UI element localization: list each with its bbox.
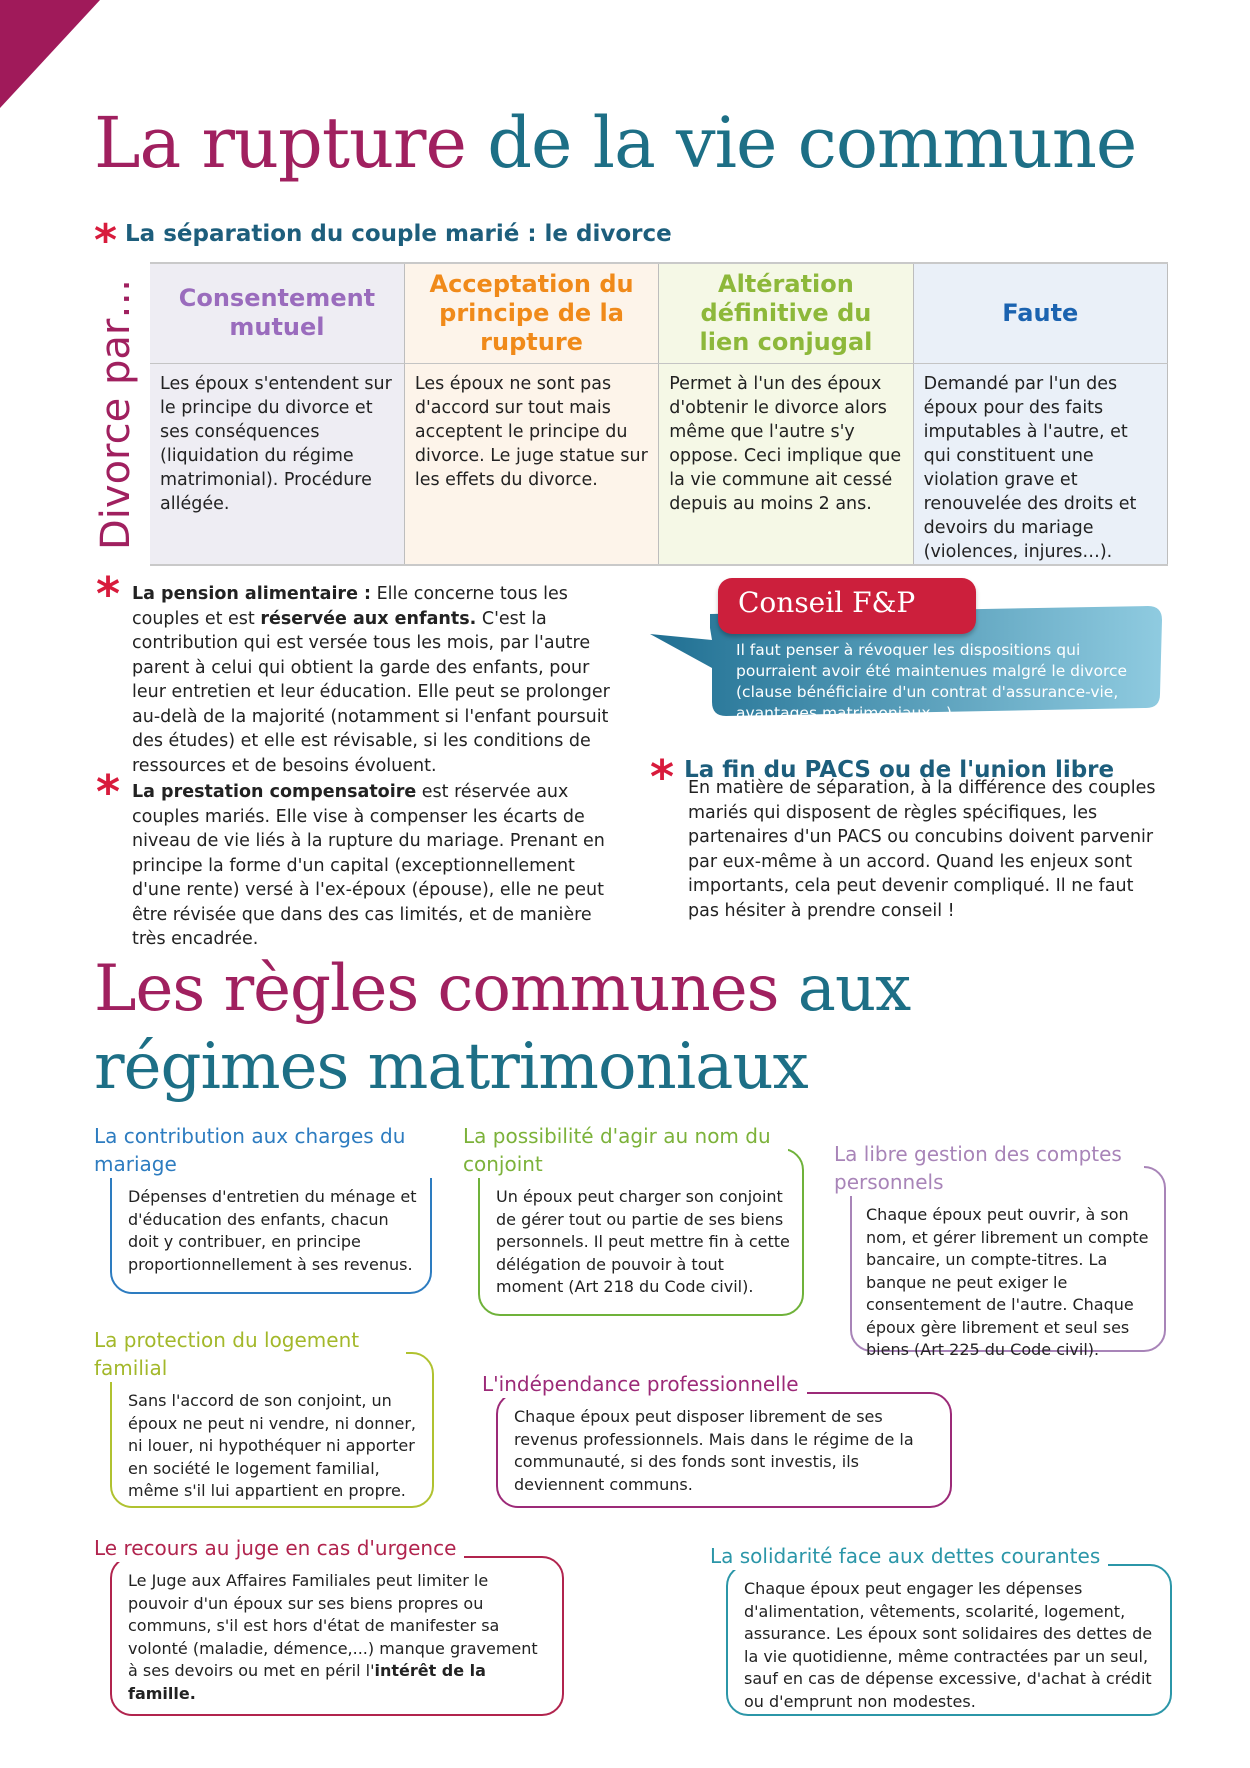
title-part-teal: de la vie commune <box>465 102 1137 184</box>
pension-paragraph <box>96 567 622 778</box>
rule-title-logement: La protection du logement familial <box>94 1326 406 1382</box>
asterisk-icon: * <box>650 750 675 804</box>
rule-text-contribution: Dépenses d'entretien du ménage et d'éducation des enfants, chacun doit y contribuer, en principe proportionnellement à ses revenus. <box>128 1187 417 1274</box>
prestation-term: La prestation compensatoire <box>132 782 417 802</box>
table-cell-alteration: Permet à l'un des époux d'obtenir le divorce alors même que l'autre s'y oppose. Ceci implique que la vie commune ait cessé depuis au moins 2 ans. <box>659 363 913 565</box>
header-text: Acceptation du principe de la rupture <box>429 269 634 356</box>
rule-title-contribution: La contribution aux charges du mariage <box>94 1122 434 1178</box>
rule-text-independance: Chaque époux peut disposer librement de ses revenus professionnels. Mais dans le régime de la communauté, si des fonds sont investis, ils deviennent communs. <box>514 1407 914 1494</box>
table-cell-faute: Demandé par l'un des époux pour des faits imputables à l'autre, et qui constituent une violation grave et renouvelée des droits et devoirs du mariage (violences, injures…). <box>913 363 1167 565</box>
pension-term: La pension alimentaire : <box>132 584 372 604</box>
table-header-faute <box>913 263 1167 363</box>
pension-text-rest: C'est la contribution qui est versée tous les mois, par l'autre parent à celui qui obtient la garde des enfants, pour leur entretien et leur éducation. Elle peut se prolonger au-delà de la majorité (notamment si l'enfant poursuit des études) et elle est révisable, si les conditions de ressources et de besoins évoluent. <box>132 608 610 776</box>
title-part-teal: aux <box>778 952 911 1026</box>
rule-title-independance: L'indépendance professionnelle <box>482 1370 807 1398</box>
pacs-text: En matière de séparation, à la différence des couples mariés qui disposent de règles spécifiques, les partenaires d'un PACS ou concubins doivent parvenir par eux-même à un accord. Quand les enjeux sont importants, cela peut devenir compliqué. Il ne faut pas hésiter à prendre conseil ! <box>688 778 1156 921</box>
section-divorce-title: La séparation du couple marié : le divorce <box>125 221 672 247</box>
title-part-plum: Les règles communes <box>94 952 779 1026</box>
header-text: Consentement mutuel <box>178 284 376 342</box>
corner-triangle-decoration <box>0 0 100 108</box>
conseil-title: Conseil F&P <box>738 586 916 619</box>
rule-title-comptes: La libre gestion des comptes personnels <box>834 1140 1144 1196</box>
pacs-title: La fin du PACS ou de l'union libre <box>684 757 1115 783</box>
divorce-types-table <box>150 262 1168 566</box>
divorce-par-vertical-label: Divorce par… <box>93 278 139 550</box>
table-cell-acceptation: Les époux ne sont pas d'accord sur tout mais acceptent le principe du divorce. Le juge statue sur les effets du divorce. <box>404 363 658 565</box>
table-cell-consentement: Les époux s'entendent sur le principe du divorce et ses conséquences (liquidation du régime matrimonial). Procédure allégée. <box>150 363 404 565</box>
table-header-acceptation <box>404 263 658 363</box>
table-header-consentement <box>150 263 404 363</box>
header-text: Faute <box>1002 298 1079 327</box>
rule-title-solidarite: La solidarité face aux dettes courantes <box>710 1542 1108 1570</box>
rule-text-juge <box>128 1570 552 1705</box>
pension-text: Elle concerne tous les couples et est <box>132 584 568 629</box>
rule-title-agir: La possibilité d'agir au nom du conjoint <box>463 1122 788 1178</box>
juge-emphasis: intérêt de la famille. <box>128 1661 486 1703</box>
juge-text: Le Juge aux Affaires Familiales peut limiter le pouvoir d'un époux sur ses biens propres ou communs, s'il est hors d'état de manifester sa volonté (maladie, démence,...) manque gravement à ses devoirs ou met en péril l' <box>128 1571 538 1680</box>
rule-text-solidarite: Chaque époux peut engager les dépenses d'alimentation, vêtements, scolarité, logement, assurance. Les époux sont solidaires des dettes de la vie quotidienne, même contractées par un seul, sauf en cas de dépense excessive, d'achat à crédit ou d'emprunt non modestes. <box>744 1579 1153 1711</box>
pension-emphasis: réservée aux enfants. <box>260 608 477 629</box>
rule-text-agir: Un époux peut charger son conjoint de gérer tout ou partie de ses biens personnels. Il peut mettre fin à cette délégation de pouvoir à tout moment (Art 218 du Code civil). <box>496 1187 790 1296</box>
prestation-text: est réservée aux couples mariés. Elle vise à compenser les écarts de niveau de vie liés à la rupture du mariage. Prenant en principe la forme d'un capital (exceptionnellement d'une rente) versé à l'ex-époux (épouse), elle ne peut être révisée que dans des cas limités, et de manière très encadrée. <box>132 782 605 949</box>
table-header-alteration <box>659 263 913 363</box>
rule-text-logement: Sans l'accord de son conjoint, un époux ne peut ni vendre, ni donner, ni louer, ni hypothéquer ni apporter en société le logement familial, même s'il lui appartient en propre. <box>128 1391 416 1500</box>
header-text: Altération définitive du lien conjugal <box>699 269 873 356</box>
page-title-rupture <box>94 102 1136 184</box>
asterisk-icon: * <box>96 765 121 819</box>
asterisk-icon: * <box>96 567 121 621</box>
rule-text-comptes: Chaque époux peut ouvrir, à son nom, et gérer librement un compte bancaire, un compte-titres. La banque ne peut exiger le consentement de l'autre. Chaque époux gère librement et seul ses biens (Art 225 du Code civil). <box>866 1205 1149 1359</box>
rule-title-juge: Le recours au juge en cas d'urgence <box>94 1534 464 1562</box>
page-title-regles <box>94 950 910 1106</box>
conseil-text: Il faut penser à révoquer les dispositions qui pourraient avoir été maintenues malgré le divorce (clause bénéficiaire d'un contrat d'assurance-vie, avantages matrimoniaux…) <box>736 641 1128 722</box>
title-line2-teal: régimes matrimoniaux <box>94 1030 808 1104</box>
prestation-paragraph <box>96 765 622 952</box>
section-divorce-heading <box>94 212 672 266</box>
title-part-plum: La rupture <box>94 102 466 184</box>
asterisk-icon: * <box>94 215 118 266</box>
